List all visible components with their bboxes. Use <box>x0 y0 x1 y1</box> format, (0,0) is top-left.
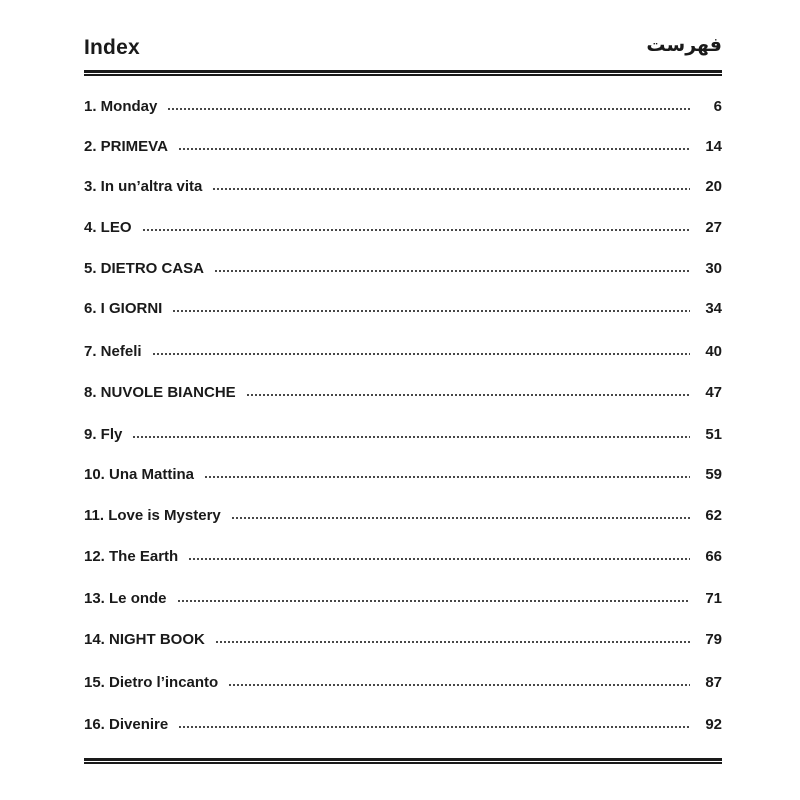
toc-entry-page-number: 47 <box>705 383 722 401</box>
toc-entry-title: 1. Monday <box>84 97 158 115</box>
toc-entry-title: 7. Nefeli <box>84 342 142 360</box>
toc-entry-title: 4. LEO <box>84 218 132 236</box>
toc-entry-title: 13. Le onde <box>84 589 167 607</box>
toc-entry <box>84 420 722 448</box>
toc-entry-title: 11. Love is Mystery <box>84 506 221 524</box>
page-header <box>84 32 722 66</box>
dot-leader <box>212 188 690 190</box>
dot-leader <box>214 270 690 272</box>
index-title-persian: فهرست <box>646 34 722 56</box>
dot-leader <box>246 394 690 396</box>
toc-entry-page-number: 40 <box>705 342 722 360</box>
dot-leader <box>215 641 690 643</box>
dot-leader <box>152 353 690 355</box>
toc-entry <box>84 501 722 529</box>
toc-entry <box>84 710 722 738</box>
dot-leader <box>172 310 690 312</box>
toc-entry-title: 12. The Earth <box>84 547 179 565</box>
toc-entry-title: 15. Dietro l’incanto <box>84 673 219 691</box>
toc-entry-page-number: 6 <box>713 97 722 115</box>
toc-entry-page-number: 92 <box>705 715 722 733</box>
toc-entry <box>84 213 722 241</box>
dot-leader <box>204 476 690 478</box>
dot-leader <box>188 558 690 560</box>
toc-entry-page-number: 34 <box>705 299 722 317</box>
toc-entry-page-number: 79 <box>705 630 722 648</box>
dot-leader <box>167 108 690 110</box>
toc-entry <box>84 92 722 120</box>
toc-entry-page-number: 51 <box>705 425 722 443</box>
dot-leader <box>132 436 690 438</box>
toc-entry-title: 9. Fly <box>84 425 123 443</box>
index-title: Index <box>84 36 140 59</box>
toc-entry-title: 16. Divenire <box>84 715 169 733</box>
footer-divider <box>84 758 722 764</box>
toc-entry-page-number: 59 <box>705 465 722 483</box>
toc-entry <box>84 294 722 322</box>
toc-entry <box>84 460 722 488</box>
dot-leader <box>177 600 690 602</box>
toc-entry-title: 10. Una Mattina <box>84 465 195 483</box>
toc-entry-title: 3. In un’altra vita <box>84 177 203 195</box>
toc-entry-title: 5. DIETRO CASA <box>84 259 205 277</box>
toc-entry-page-number: 71 <box>705 589 722 607</box>
toc-entry-page-number: 87 <box>705 673 722 691</box>
toc-entry-title: 8. NUVOLE BIANCHE <box>84 383 236 401</box>
dot-leader <box>178 726 690 728</box>
toc-entry <box>84 378 722 406</box>
toc-entry-page-number: 30 <box>705 259 722 277</box>
dot-leader <box>231 517 690 519</box>
toc-entry-page-number: 20 <box>705 177 722 195</box>
dot-leader <box>178 148 690 150</box>
toc-entry-title: 6. I GIORNI <box>84 299 163 317</box>
dot-leader <box>142 229 690 231</box>
toc-entry <box>84 172 722 200</box>
toc-entry <box>84 254 722 282</box>
toc-entry <box>84 668 722 696</box>
toc-entry-title: 2. PRIMEVA <box>84 137 168 155</box>
toc-entry-page-number: 66 <box>705 547 722 565</box>
toc-entry <box>84 337 722 365</box>
dot-leader <box>228 684 690 686</box>
toc-entry <box>84 542 722 570</box>
toc-entry-page-number: 27 <box>705 218 722 236</box>
toc-entry-page-number: 62 <box>705 506 722 524</box>
toc-entry <box>84 625 722 653</box>
toc-entry <box>84 132 722 160</box>
header-divider <box>84 70 722 76</box>
toc-entry-title: 14. NIGHT BOOK <box>84 630 205 648</box>
toc-entry <box>84 584 722 612</box>
toc-entry-page-number: 14 <box>705 137 722 155</box>
